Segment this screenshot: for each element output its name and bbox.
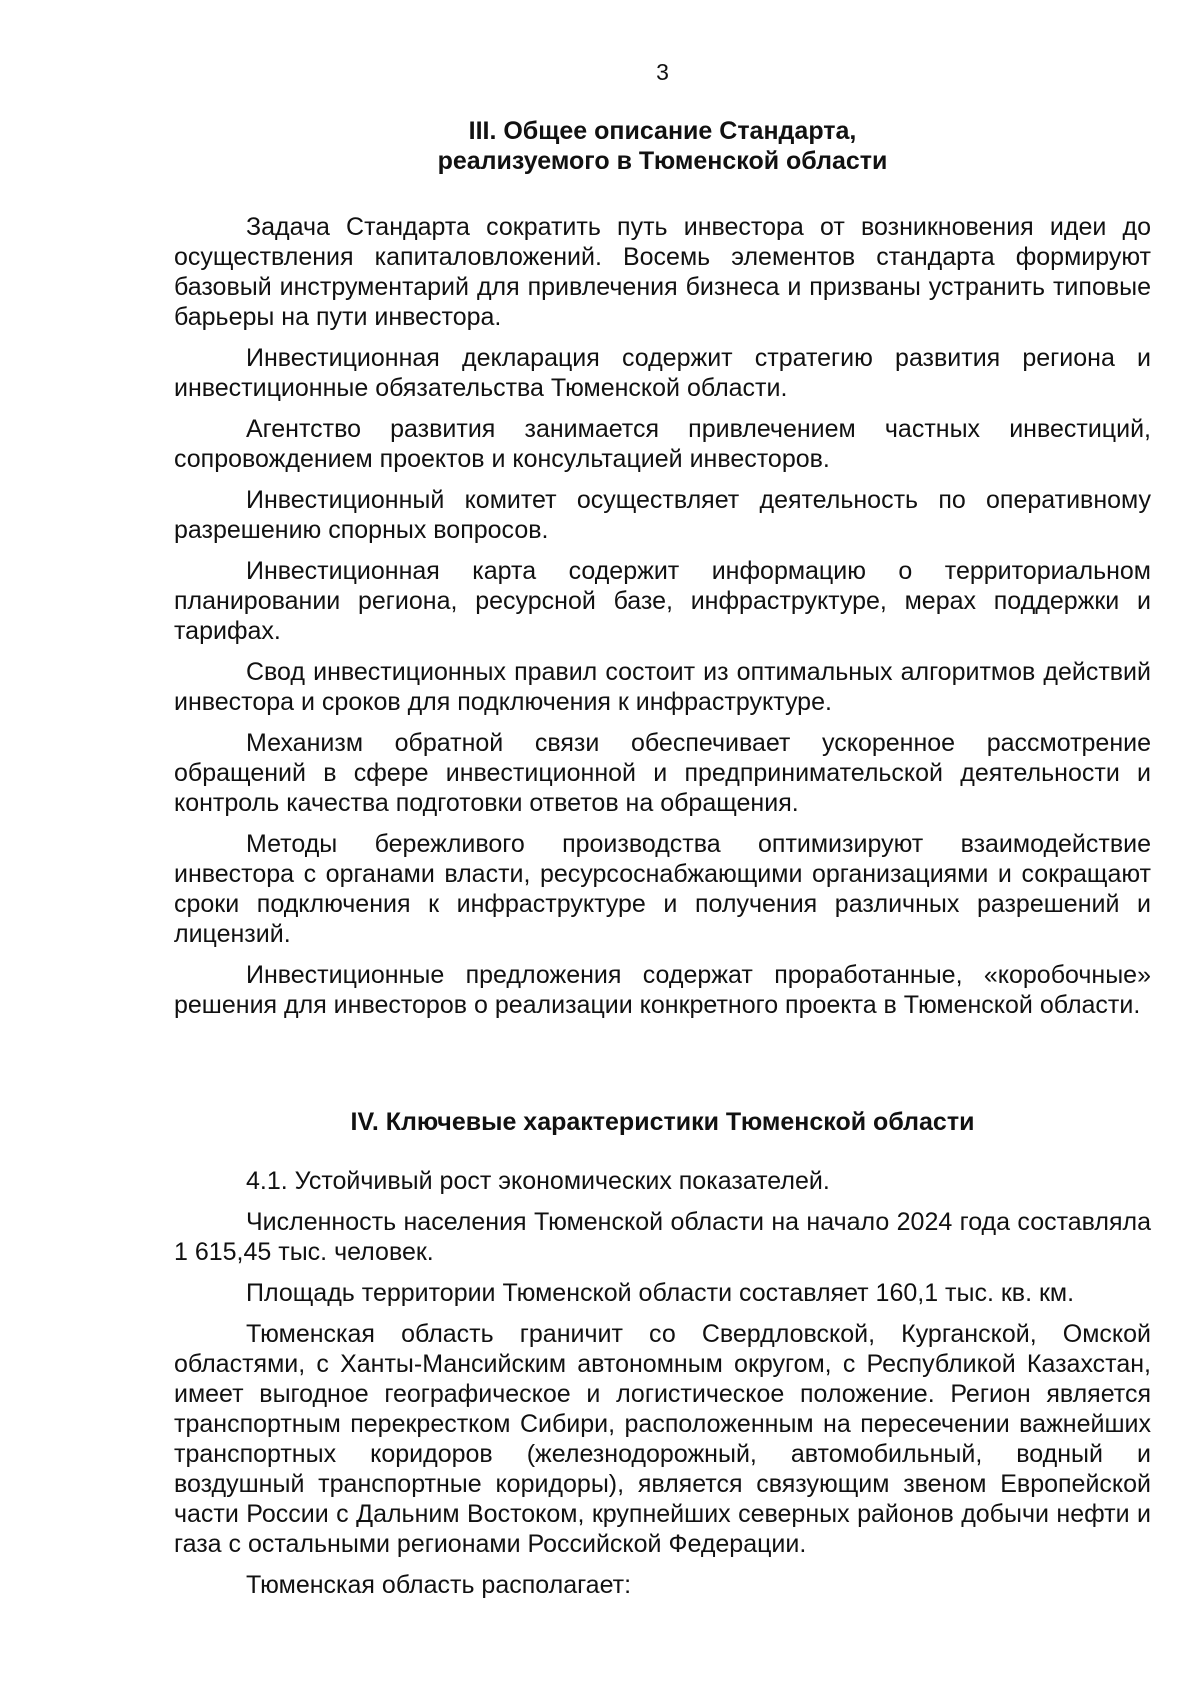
paragraph: Численность населения Тюменской области на начало 2024 года составляла 1 615,45 тыс. человек.: [174, 1208, 1151, 1266]
paragraph: Свод инвестиционных правил состоит из оптимальных алгоритмов действий инвестора и сроков для подключения к инфраструктуре.: [174, 658, 1151, 716]
paragraph: Тюменская область граничит со Свердловской, Курганской, Омской областями, с Ханты-Мансийским автономным округом, с Республикой Казахстан, имеет выгодное географическое и логистическое положение. Регион является транспортным перекрестком Сибири, расположенным на пересечении важнейших транспортных коридоров (железнодорожный, автомобильный, водный и воздушный транспортные коридоры), является связующим звеном Европейской части России с Дальним Востоком, крупнейших северных районов добычи нефти и газа с остальными регионами Российской Федерации.: [174, 1320, 1151, 1558]
paragraph: 4.1. Устойчивый рост экономических показателей.: [246, 1167, 830, 1195]
paragraph: Агентство развития занимается привлечением частных инвестиций, сопровождением проектов и консультацией инвесторов.: [174, 415, 1151, 473]
paragraph: Площадь территории Тюменской области составляет 160,1 тыс. кв. км.: [246, 1279, 1075, 1307]
paragraph: Инвестиционный комитет осуществляет деятельность по оперативному разрешению спорных вопросов.: [174, 486, 1151, 544]
section-3-body: [174, 212, 1151, 1020]
paragraph: Инвестиционная декларация содержит стратегию развития региона и инвестиционные обязательства Тюменской области.: [174, 344, 1151, 402]
paragraph: Тюменская область располагает:: [246, 1571, 632, 1599]
paragraph: Инвестиционная карта содержит информацию о территориальном планировании региона, ресурсной базе, инфраструктуре, мерах поддержки и тарифах.: [174, 557, 1151, 645]
paragraph: Задача Стандарта сократить путь инвестора от возникновения идеи до осуществления капиталовложений. Восемь элементов стандарта формируют базовый инструментарий для привлечения бизнеса и призваны устранить типовые барьеры на пути инвестора.: [174, 213, 1151, 331]
section-3-heading: [174, 116, 1151, 176]
section-4-heading: IV. Ключевые характеристики Тюменской области: [350, 1108, 975, 1136]
document-page: [174, 0, 1151, 1697]
section-3-title-line-2: реализуемого в Тюменской области: [437, 147, 888, 175]
page-number: 3: [656, 59, 669, 85]
section-4-body: [174, 1166, 1151, 1600]
paragraph: Инвестиционные предложения содержат проработанные, «коробочные» решения для инвесторов о реализации конкретного проекта в Тюменской области.: [174, 961, 1151, 1019]
paragraph: Механизм обратной связи обеспечивает ускоренное рассмотрение обращений в сфере инвестиционной и предпринимательской деятельности и контроль качества подготовки ответов на обращения.: [174, 729, 1151, 817]
section-3-title-line-1: III. Общее описание Стандарта,: [468, 117, 857, 145]
paragraph: Методы бережливого производства оптимизируют взаимодействие инвестора с органами власти, ресурсоснабжающими организациями и сокращают сроки подключения к инфраструктуре и получения различных разрешений и лицензий.: [174, 830, 1151, 948]
